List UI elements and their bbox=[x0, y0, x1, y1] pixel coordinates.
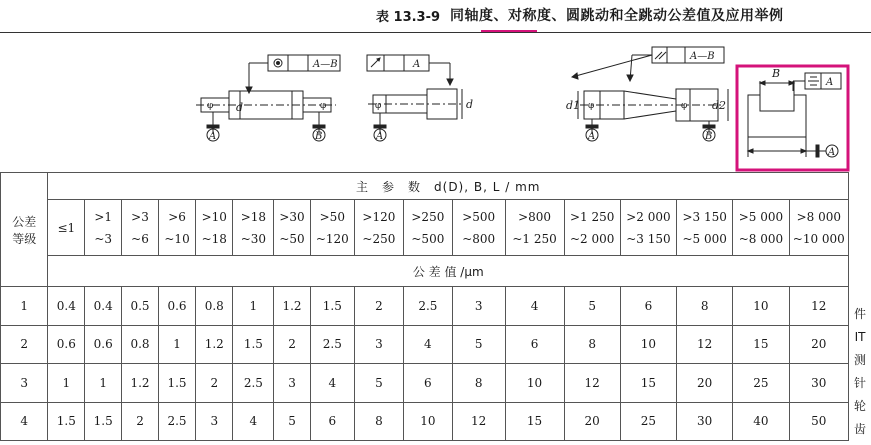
application-text-line: 轮 bbox=[854, 398, 867, 413]
tolerance-figures bbox=[0, 33, 871, 173]
application-text-line: 测 bbox=[854, 352, 867, 367]
tolerance-value-cell: 2.5 bbox=[158, 402, 195, 441]
range-lower: >250 bbox=[411, 209, 445, 224]
tolerance-value-cell: 8 bbox=[354, 402, 403, 441]
tolerance-value-cell: 50 bbox=[789, 402, 849, 441]
range-lower: >120 bbox=[362, 209, 396, 224]
table-row bbox=[1, 402, 871, 441]
figure-symmetry bbox=[737, 66, 848, 170]
tolerance-value-cell: 1.5 bbox=[233, 325, 274, 364]
fig2-frame-value: A bbox=[413, 59, 421, 70]
range-header-cell bbox=[733, 200, 789, 256]
range-lower: >18 bbox=[240, 209, 267, 224]
range-lower: >10 bbox=[201, 209, 227, 224]
range-lower: >800 bbox=[518, 209, 552, 224]
tolerance-value-cell: 0.6 bbox=[85, 325, 122, 364]
grade-cell: 1 bbox=[1, 287, 48, 326]
tolerance-value-cell: 1 bbox=[233, 287, 274, 326]
tolerance-value-cell: 1.5 bbox=[85, 402, 122, 441]
tolerance-value-cell: 0.6 bbox=[158, 287, 195, 326]
tolerance-value-cell: 10 bbox=[403, 402, 452, 441]
table-title bbox=[0, 4, 871, 28]
range-header-cell bbox=[564, 200, 620, 256]
tolerance-value-cell: 2 bbox=[122, 402, 159, 441]
fig1-datum-right: B bbox=[315, 131, 323, 142]
range-lower: >30 bbox=[279, 209, 305, 224]
tolerance-value-cell: 12 bbox=[564, 364, 620, 403]
range-header-cell bbox=[789, 200, 849, 256]
range-header-cell bbox=[310, 200, 354, 256]
tolerance-value-cell: 12 bbox=[789, 287, 849, 326]
figure-runout bbox=[367, 55, 473, 142]
range-upper: ~30 bbox=[240, 231, 267, 246]
range-lower: >6 bbox=[168, 209, 186, 224]
fig1-frame-value: A—B bbox=[313, 59, 338, 70]
tolerance-value-cell: 2.5 bbox=[403, 287, 452, 326]
tolerance-value-cell: 5 bbox=[274, 402, 310, 441]
table-row bbox=[1, 287, 871, 326]
tolerance-value-cell: 5 bbox=[354, 364, 403, 403]
tolerance-value-cell: 10 bbox=[733, 287, 789, 326]
range-header-cell bbox=[677, 200, 733, 256]
table-row bbox=[1, 325, 871, 364]
range-header-cell bbox=[505, 200, 564, 256]
application-text-line: IT bbox=[854, 329, 866, 344]
range-header-cell bbox=[85, 200, 122, 256]
svg-text:φ: φ bbox=[207, 101, 214, 111]
range-header-cell bbox=[354, 200, 403, 256]
tolerance-value-cell: 1.5 bbox=[158, 364, 195, 403]
header-row-unit bbox=[1, 256, 871, 287]
tolerance-value-cell: 30 bbox=[789, 364, 849, 403]
tolerance-value-cell: 1 bbox=[85, 364, 122, 403]
tolerance-value-cell: 1.2 bbox=[122, 364, 159, 403]
grade-header-cell bbox=[1, 173, 48, 287]
application-example-text bbox=[849, 287, 871, 441]
range-lower: >50 bbox=[319, 209, 345, 224]
unit-header: 公 差 值 /μm bbox=[48, 256, 849, 287]
fig1-datum-left: A bbox=[209, 131, 217, 142]
tolerance-value-cell: 4 bbox=[505, 287, 564, 326]
grade-cell: 2 bbox=[1, 325, 48, 364]
tolerance-value-cell: 1 bbox=[158, 325, 195, 364]
range-upper: ~6 bbox=[131, 231, 149, 246]
range-lower: ≤1 bbox=[57, 220, 76, 235]
fig1-dia-label: d bbox=[236, 101, 244, 114]
range-upper: ~18 bbox=[201, 231, 227, 246]
tolerance-value-cell: 25 bbox=[620, 402, 676, 441]
tolerance-value-cell: 2 bbox=[274, 325, 310, 364]
tolerance-value-cell: 0.8 bbox=[196, 287, 233, 326]
tolerance-value-cell: 0.4 bbox=[48, 287, 85, 326]
grade-cell: 3 bbox=[1, 364, 48, 403]
table-body bbox=[1, 287, 871, 441]
tolerance-value-cell: 8 bbox=[564, 325, 620, 364]
tolerance-value-cell: 0.8 bbox=[122, 325, 159, 364]
range-lower: >8 000 bbox=[796, 209, 841, 224]
fig4-frame-value: A bbox=[826, 77, 834, 88]
tolerance-value-cell: 0.5 bbox=[122, 287, 159, 326]
tolerance-value-cell: 20 bbox=[564, 402, 620, 441]
range-upper: ~5 000 bbox=[682, 231, 727, 246]
tolerance-value-cell: 2 bbox=[196, 364, 233, 403]
range-lower: >3 150 bbox=[682, 209, 727, 224]
tolerance-value-cell: 1.5 bbox=[310, 287, 354, 326]
table-row bbox=[1, 364, 871, 403]
tolerance-value-cell: 12 bbox=[452, 402, 505, 441]
tolerance-value-cell: 1.2 bbox=[274, 287, 310, 326]
range-lower: >5 000 bbox=[738, 209, 784, 224]
range-upper: ~2 000 bbox=[569, 231, 615, 246]
range-upper: ~800 bbox=[462, 231, 496, 246]
fig2-datum: A bbox=[376, 131, 384, 142]
range-upper: ~500 bbox=[411, 231, 445, 246]
range-header-cell bbox=[122, 200, 159, 256]
fig3-datum-left: A bbox=[588, 131, 596, 142]
tolerance-value-cell: 3 bbox=[196, 402, 233, 441]
tolerance-value-cell: 20 bbox=[789, 325, 849, 364]
tolerance-value-cell: 8 bbox=[677, 287, 733, 326]
range-lower: >2 000 bbox=[626, 209, 671, 224]
tolerance-value-cell: 1.5 bbox=[48, 402, 85, 441]
range-upper: ~10 000 bbox=[792, 231, 845, 246]
tolerance-value-cell: 15 bbox=[505, 402, 564, 441]
tolerance-value-cell: 3 bbox=[274, 364, 310, 403]
tolerance-value-cell: 3 bbox=[452, 287, 505, 326]
tolerance-value-cell: 12 bbox=[677, 325, 733, 364]
range-header-cell bbox=[274, 200, 310, 256]
figure-total-runout bbox=[566, 47, 728, 142]
range-upper: ~3 150 bbox=[626, 231, 671, 246]
tolerance-value-cell: 10 bbox=[505, 364, 564, 403]
range-lower: >500 bbox=[462, 209, 496, 224]
range-upper: ~10 bbox=[164, 231, 190, 246]
tolerance-value-cell: 4 bbox=[403, 325, 452, 364]
svg-text:φ: φ bbox=[320, 101, 327, 111]
tolerance-value-cell: 5 bbox=[452, 325, 505, 364]
svg-text:φ: φ bbox=[681, 101, 688, 111]
svg-text:φ: φ bbox=[375, 101, 382, 111]
range-lower: >1 250 bbox=[569, 209, 615, 224]
tolerance-value-cell: 0.4 bbox=[85, 287, 122, 326]
range-upper: ~3 bbox=[94, 231, 113, 246]
header-row-main bbox=[1, 173, 871, 200]
tolerance-value-cell: 2.5 bbox=[233, 364, 274, 403]
tolerance-value-cell: 0.6 bbox=[48, 325, 85, 364]
application-text-line: 针 bbox=[854, 375, 867, 390]
tolerance-value-cell: 25 bbox=[733, 364, 789, 403]
grade-header-line2: 等级 bbox=[12, 231, 37, 246]
tolerance-value-cell: 1 bbox=[48, 364, 85, 403]
range-upper: ~1 250 bbox=[512, 231, 557, 246]
grade-cell: 4 bbox=[1, 402, 48, 441]
tolerance-value-cell: 4 bbox=[233, 402, 274, 441]
range-upper: ~8 000 bbox=[738, 231, 784, 246]
tolerance-value-cell: 1.2 bbox=[196, 325, 233, 364]
tolerance-value-cell: 30 bbox=[677, 402, 733, 441]
tolerance-value-cell: 5 bbox=[564, 287, 620, 326]
range-lower: >3 bbox=[131, 209, 149, 224]
main-param-header: 主 参 数 d(D), B, L / mm bbox=[48, 173, 849, 200]
range-header-cell bbox=[158, 200, 195, 256]
range-header-cell bbox=[196, 200, 233, 256]
tolerance-value-cell: 4 bbox=[310, 364, 354, 403]
range-header-cell bbox=[233, 200, 274, 256]
tolerance-value-cell: 2.5 bbox=[310, 325, 354, 364]
table-number: 表 13.3-9 bbox=[376, 10, 441, 25]
figure-coaxiality bbox=[196, 55, 340, 142]
fig3-dia2-label: d2 bbox=[712, 99, 727, 112]
fig3-frame-value: A—B bbox=[690, 51, 715, 62]
tolerance-value-cell: 15 bbox=[620, 364, 676, 403]
tolerance-value-cell: 6 bbox=[310, 402, 354, 441]
range-upper: ~120 bbox=[315, 231, 349, 246]
application-text-line: 齿 bbox=[854, 421, 867, 436]
tolerance-value-cell: 6 bbox=[505, 325, 564, 364]
tolerance-value-cell: 6 bbox=[620, 287, 676, 326]
range-upper: ~50 bbox=[279, 231, 305, 246]
tolerance-value-cell: 40 bbox=[733, 402, 789, 441]
tolerance-table bbox=[0, 172, 871, 441]
range-header-cell bbox=[403, 200, 452, 256]
tolerance-value-cell: 20 bbox=[677, 364, 733, 403]
fig3-dia1-label: d1 bbox=[566, 99, 581, 112]
tolerance-value-cell: 3 bbox=[354, 325, 403, 364]
range-upper: ~250 bbox=[362, 231, 396, 246]
svg-text:φ: φ bbox=[588, 101, 595, 111]
header-row-ranges bbox=[1, 200, 871, 256]
tolerance-value-cell: 10 bbox=[620, 325, 676, 364]
range-lower: >1 bbox=[94, 209, 113, 224]
fig4-dim-label: B bbox=[772, 67, 781, 80]
range-header-cell bbox=[48, 200, 85, 256]
tolerance-value-cell: 6 bbox=[403, 364, 452, 403]
tolerance-value-cell: 8 bbox=[452, 364, 505, 403]
range-header-cell bbox=[452, 200, 505, 256]
tolerance-value-cell: 2 bbox=[354, 287, 403, 326]
grade-header-line1: 公差 bbox=[12, 214, 37, 229]
table-caption: 同轴度、对称度、圆跳动和全跳动公差值及应用举例 bbox=[450, 8, 784, 24]
fig4-datum: A bbox=[828, 147, 836, 158]
tolerance-value-cell: 15 bbox=[733, 325, 789, 364]
range-header-cell bbox=[620, 200, 676, 256]
fig2-dia-label: d bbox=[466, 98, 474, 111]
fig3-datum-right: B bbox=[705, 131, 713, 142]
application-text-line: 件 bbox=[854, 306, 867, 321]
